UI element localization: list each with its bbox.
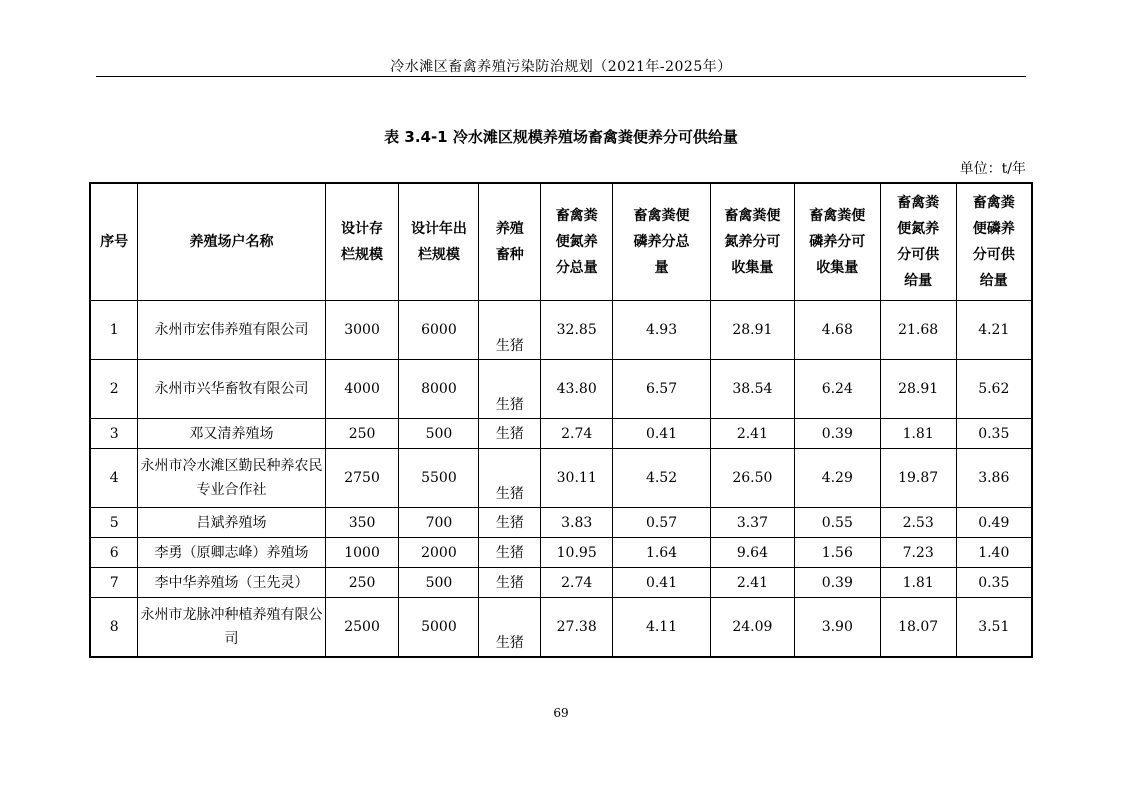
cell-annual: 5500 — [399, 449, 479, 508]
cell-p-collect: 3.90 — [794, 598, 880, 658]
cell-n-collect: 24.09 — [710, 598, 794, 658]
header-cell-stock: 设计存栏规模 — [325, 183, 399, 301]
table-row — [90, 360, 1032, 419]
table-row — [90, 568, 1032, 598]
cell-farm-name: 吕斌养殖场 — [138, 508, 325, 538]
page-number: 69 — [553, 706, 569, 720]
cell-species: 生猪 — [479, 449, 541, 508]
cell-n-total: 10.95 — [541, 538, 613, 568]
cell-stock: 4000 — [325, 360, 399, 419]
cell-species: 生猪 — [479, 568, 541, 598]
cell-p-total: 1.64 — [613, 538, 711, 568]
cell-no: 8 — [90, 598, 138, 658]
cell-p-total: 0.57 — [613, 508, 711, 538]
cell-n-supply: 1.81 — [880, 419, 956, 449]
cell-n-supply: 21.68 — [880, 301, 956, 360]
cell-n-collect: 3.37 — [710, 508, 794, 538]
cell-no: 3 — [90, 419, 138, 449]
header-cell-p-total: 畜禽粪便磷养分总量 — [613, 183, 711, 301]
cell-p-supply: 0.49 — [956, 508, 1032, 538]
header-divider — [96, 76, 1026, 77]
cell-n-collect: 2.41 — [710, 568, 794, 598]
cell-farm-name: 邓又清养殖场 — [138, 419, 325, 449]
header-cell-annual: 设计年出栏规模 — [399, 183, 479, 301]
cell-p-supply: 1.40 — [956, 538, 1032, 568]
header-cell-p-supply: 畜禽粪便磷养分可供给量 — [956, 183, 1032, 301]
cell-p-collect: 0.39 — [794, 568, 880, 598]
cell-n-total: 27.38 — [541, 598, 613, 658]
cell-p-collect: 6.24 — [794, 360, 880, 419]
running-header: 冷水滩区畜禽养殖污染防治规划（2021年-2025年） — [390, 59, 732, 75]
header-cell-name: 养殖场户名称 — [138, 183, 325, 301]
unit-label: 单位：t/年 — [959, 161, 1026, 177]
cell-p-supply: 3.86 — [956, 449, 1032, 508]
cell-annual: 2000 — [399, 538, 479, 568]
cell-species: 生猪 — [479, 419, 541, 449]
header-cell-species: 养殖畜种 — [479, 183, 541, 301]
cell-p-total: 4.93 — [613, 301, 711, 360]
cell-p-total: 4.11 — [613, 598, 711, 658]
cell-species: 生猪 — [479, 538, 541, 568]
cell-farm-name: 永州市龙脉冲种植养殖有限公司 — [138, 598, 325, 658]
header-cell-p-collect: 畜禽粪便磷养分可收集量 — [794, 183, 880, 301]
cell-p-supply: 0.35 — [956, 419, 1032, 449]
cell-stock: 2500 — [325, 598, 399, 658]
cell-stock: 350 — [325, 508, 399, 538]
cell-n-supply: 2.53 — [880, 508, 956, 538]
table-row — [90, 538, 1032, 568]
cell-p-total: 0.41 — [613, 568, 711, 598]
cell-n-total: 2.74 — [541, 568, 613, 598]
cell-farm-name: 永州市冷水滩区勤民种养农民专业合作社 — [138, 449, 325, 508]
table-header-row — [90, 183, 1032, 301]
cell-species: 生猪 — [479, 598, 541, 658]
cell-farm-name: 李勇（原卿志峰）养殖场 — [138, 538, 325, 568]
cell-species: 生猪 — [479, 360, 541, 419]
cell-p-total: 0.41 — [613, 419, 711, 449]
cell-annual: 8000 — [399, 360, 479, 419]
cell-n-collect: 38.54 — [710, 360, 794, 419]
cell-n-supply: 28.91 — [880, 360, 956, 419]
cell-stock: 1000 — [325, 538, 399, 568]
cell-annual: 500 — [399, 568, 479, 598]
cell-no: 6 — [90, 538, 138, 568]
cell-no: 4 — [90, 449, 138, 508]
table-row — [90, 598, 1032, 658]
cell-stock: 3000 — [325, 301, 399, 360]
header-cell-n-supply: 畜禽粪便氮养分可供给量 — [880, 183, 956, 301]
cell-farm-name: 永州市宏伟养殖有限公司 — [138, 301, 325, 360]
cell-n-supply: 18.07 — [880, 598, 956, 658]
cell-p-supply: 5.62 — [956, 360, 1032, 419]
header-cell-no: 序号 — [90, 183, 138, 301]
cell-p-collect: 0.39 — [794, 419, 880, 449]
cell-n-collect: 28.91 — [710, 301, 794, 360]
cell-no: 5 — [90, 508, 138, 538]
table-row — [90, 301, 1032, 360]
cell-n-total: 32.85 — [541, 301, 613, 360]
cell-p-total: 4.52 — [613, 449, 711, 508]
cell-no: 1 — [90, 301, 138, 360]
header-cell-n-total: 畜禽粪便氮养分总量 — [541, 183, 613, 301]
cell-annual: 700 — [399, 508, 479, 538]
cell-stock: 2750 — [325, 449, 399, 508]
table-row — [90, 419, 1032, 449]
cell-n-collect: 9.64 — [710, 538, 794, 568]
nutrient-supply-table — [89, 182, 1033, 658]
cell-n-collect: 26.50 — [710, 449, 794, 508]
cell-annual: 500 — [399, 419, 479, 449]
cell-farm-name: 李中华养殖场（王先灵） — [138, 568, 325, 598]
cell-p-collect: 1.56 — [794, 538, 880, 568]
cell-p-collect: 0.55 — [794, 508, 880, 538]
cell-p-collect: 4.68 — [794, 301, 880, 360]
table-title: 表 3.4-1 冷水滩区规模养殖场畜禽粪便养分可供给量 — [384, 128, 738, 146]
cell-n-total: 3.83 — [541, 508, 613, 538]
cell-n-total: 30.11 — [541, 449, 613, 508]
cell-p-supply: 0.35 — [956, 568, 1032, 598]
cell-annual: 6000 — [399, 301, 479, 360]
table-row — [90, 449, 1032, 508]
table-row — [90, 508, 1032, 538]
cell-p-total: 6.57 — [613, 360, 711, 419]
cell-n-supply: 1.81 — [880, 568, 956, 598]
cell-no: 2 — [90, 360, 138, 419]
cell-species: 生猪 — [479, 301, 541, 360]
cell-n-supply: 19.87 — [880, 449, 956, 508]
cell-n-supply: 7.23 — [880, 538, 956, 568]
header-cell-n-collect: 畜禽粪便氮养分可收集量 — [710, 183, 794, 301]
cell-annual: 5000 — [399, 598, 479, 658]
cell-p-supply: 3.51 — [956, 598, 1032, 658]
cell-no: 7 — [90, 568, 138, 598]
cell-n-total: 2.74 — [541, 419, 613, 449]
cell-stock: 250 — [325, 568, 399, 598]
cell-n-collect: 2.41 — [710, 419, 794, 449]
cell-stock: 250 — [325, 419, 399, 449]
cell-p-supply: 4.21 — [956, 301, 1032, 360]
cell-species: 生猪 — [479, 508, 541, 538]
cell-p-collect: 4.29 — [794, 449, 880, 508]
cell-n-total: 43.80 — [541, 360, 613, 419]
cell-farm-name: 永州市兴华畜牧有限公司 — [138, 360, 325, 419]
